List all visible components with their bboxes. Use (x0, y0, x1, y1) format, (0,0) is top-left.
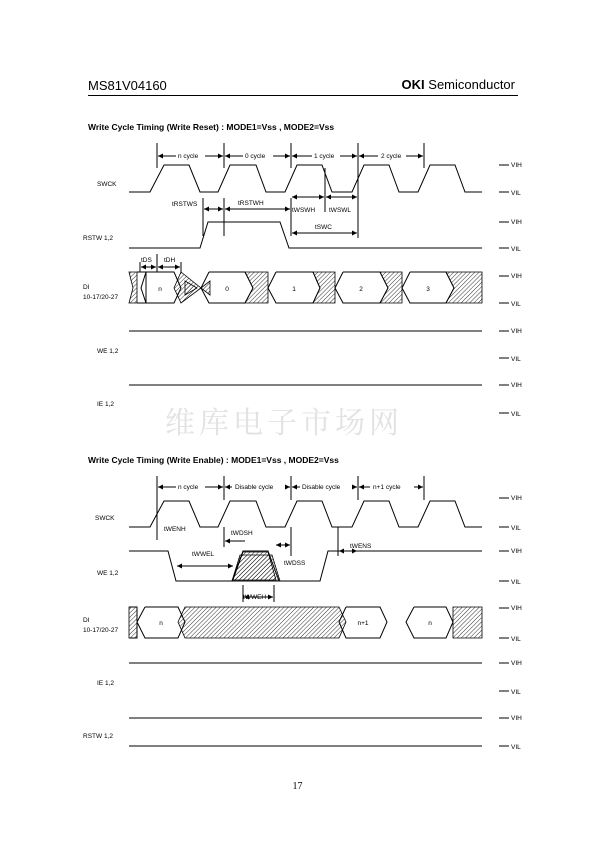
part-number: MS81V04160 (88, 78, 167, 93)
d1-data-cell: n (158, 286, 162, 293)
brand-name: OKI (401, 77, 425, 92)
d2-data-cell: n (428, 620, 432, 627)
vil-label: VIL (511, 636, 521, 643)
d1-swck-label: SWCK (97, 181, 117, 188)
d1-cycle-label: n cycle (178, 153, 199, 160)
d2-rstw-label: RSTW 1,2 (83, 733, 113, 740)
d1-di-bits-label: 10-17/20-27 (83, 294, 119, 301)
vil-label: VIL (511, 356, 521, 363)
d1-ie-label: IE 1,2 (97, 401, 114, 408)
d1-we-label: WE 1,2 (97, 348, 119, 355)
vil-label: VIL (511, 579, 521, 586)
division-name: Semiconductor (428, 77, 515, 92)
param-twswh: tWSWH (292, 207, 316, 214)
d2-data-cell: n (159, 620, 163, 627)
param-tswc: tSWC (315, 224, 332, 231)
page-number: 17 (292, 781, 303, 792)
vih-label: VIH (511, 382, 522, 389)
vil-label: VIL (511, 689, 521, 696)
vih-label: VIH (511, 715, 522, 722)
vih-label: VIH (511, 660, 522, 667)
param-twswl: tWSWL (329, 207, 352, 214)
vih-label: VIH (511, 495, 522, 502)
param-twwel: tWWEL (192, 551, 215, 558)
vih-label: VIH (511, 328, 522, 335)
vih-label: VIH (511, 548, 522, 555)
d1-cycle-label: 1 cycle (314, 153, 335, 160)
param-twens: tWENS (350, 543, 372, 550)
d1-data-cell: 3 (426, 286, 430, 293)
d2-cycle-label: Disable cycle (235, 484, 274, 491)
vih-label: VIH (511, 162, 522, 169)
d1-cycle-label: 2 cycle (381, 153, 402, 160)
d1-data-cell: 1 (292, 286, 296, 293)
d2-di-label: DI (83, 617, 90, 624)
vil-label: VIL (511, 190, 521, 197)
vil-label: VIL (511, 525, 521, 532)
diagram1-title: Write Cycle Timing (Write Reset) : MODE1=Vss , MODE2=Vss (88, 122, 335, 132)
d2-swck-label: SWCK (95, 515, 115, 522)
d1-data-cell: 0 (225, 286, 229, 293)
d1-cycle-label: 0 cycle (245, 153, 266, 160)
param-trstws: tRSTWS (172, 201, 198, 208)
param-tds: tDS (141, 257, 152, 264)
d2-cycle-label: n+1 cycle (373, 484, 401, 491)
vil-label: VIL (511, 301, 521, 308)
param-twenh: tWENH (164, 526, 186, 533)
d2-di-bits-label: 10-17/20-27 (83, 627, 119, 634)
vih-label: VIH (511, 605, 522, 612)
param-twweh: tWWEH (243, 594, 267, 601)
d1-rstw-label: RSTW 1,2 (83, 235, 113, 242)
d2-ie-label: IE 1,2 (97, 680, 114, 687)
vil-label: VIL (511, 411, 521, 418)
diagram2-title: Write Cycle Timing (Write Enable) : MODE1=Vss , MODE2=Vss (88, 455, 339, 465)
vil-label: VIL (511, 744, 521, 751)
d2-cycle-label: Disable cycle (302, 484, 341, 491)
vil-label: VIL (511, 246, 521, 253)
vih-label: VIH (511, 219, 522, 226)
param-twdss: tWDSS (284, 560, 306, 567)
param-twdsh: tWDSH (231, 530, 253, 537)
d2-we-label: WE 1,2 (97, 570, 119, 577)
param-tdh: tDH (164, 257, 176, 264)
d1-di-label: DI (83, 284, 90, 291)
d1-data-cell: 2 (359, 286, 363, 293)
d2-cycle-label: n cycle (178, 484, 199, 491)
param-trstwh: tRSTWH (238, 200, 264, 207)
d2-data-cell: n+1 (357, 620, 369, 627)
vih-label: VIH (511, 273, 522, 280)
watermark: 维库电子市场网 (165, 406, 403, 441)
